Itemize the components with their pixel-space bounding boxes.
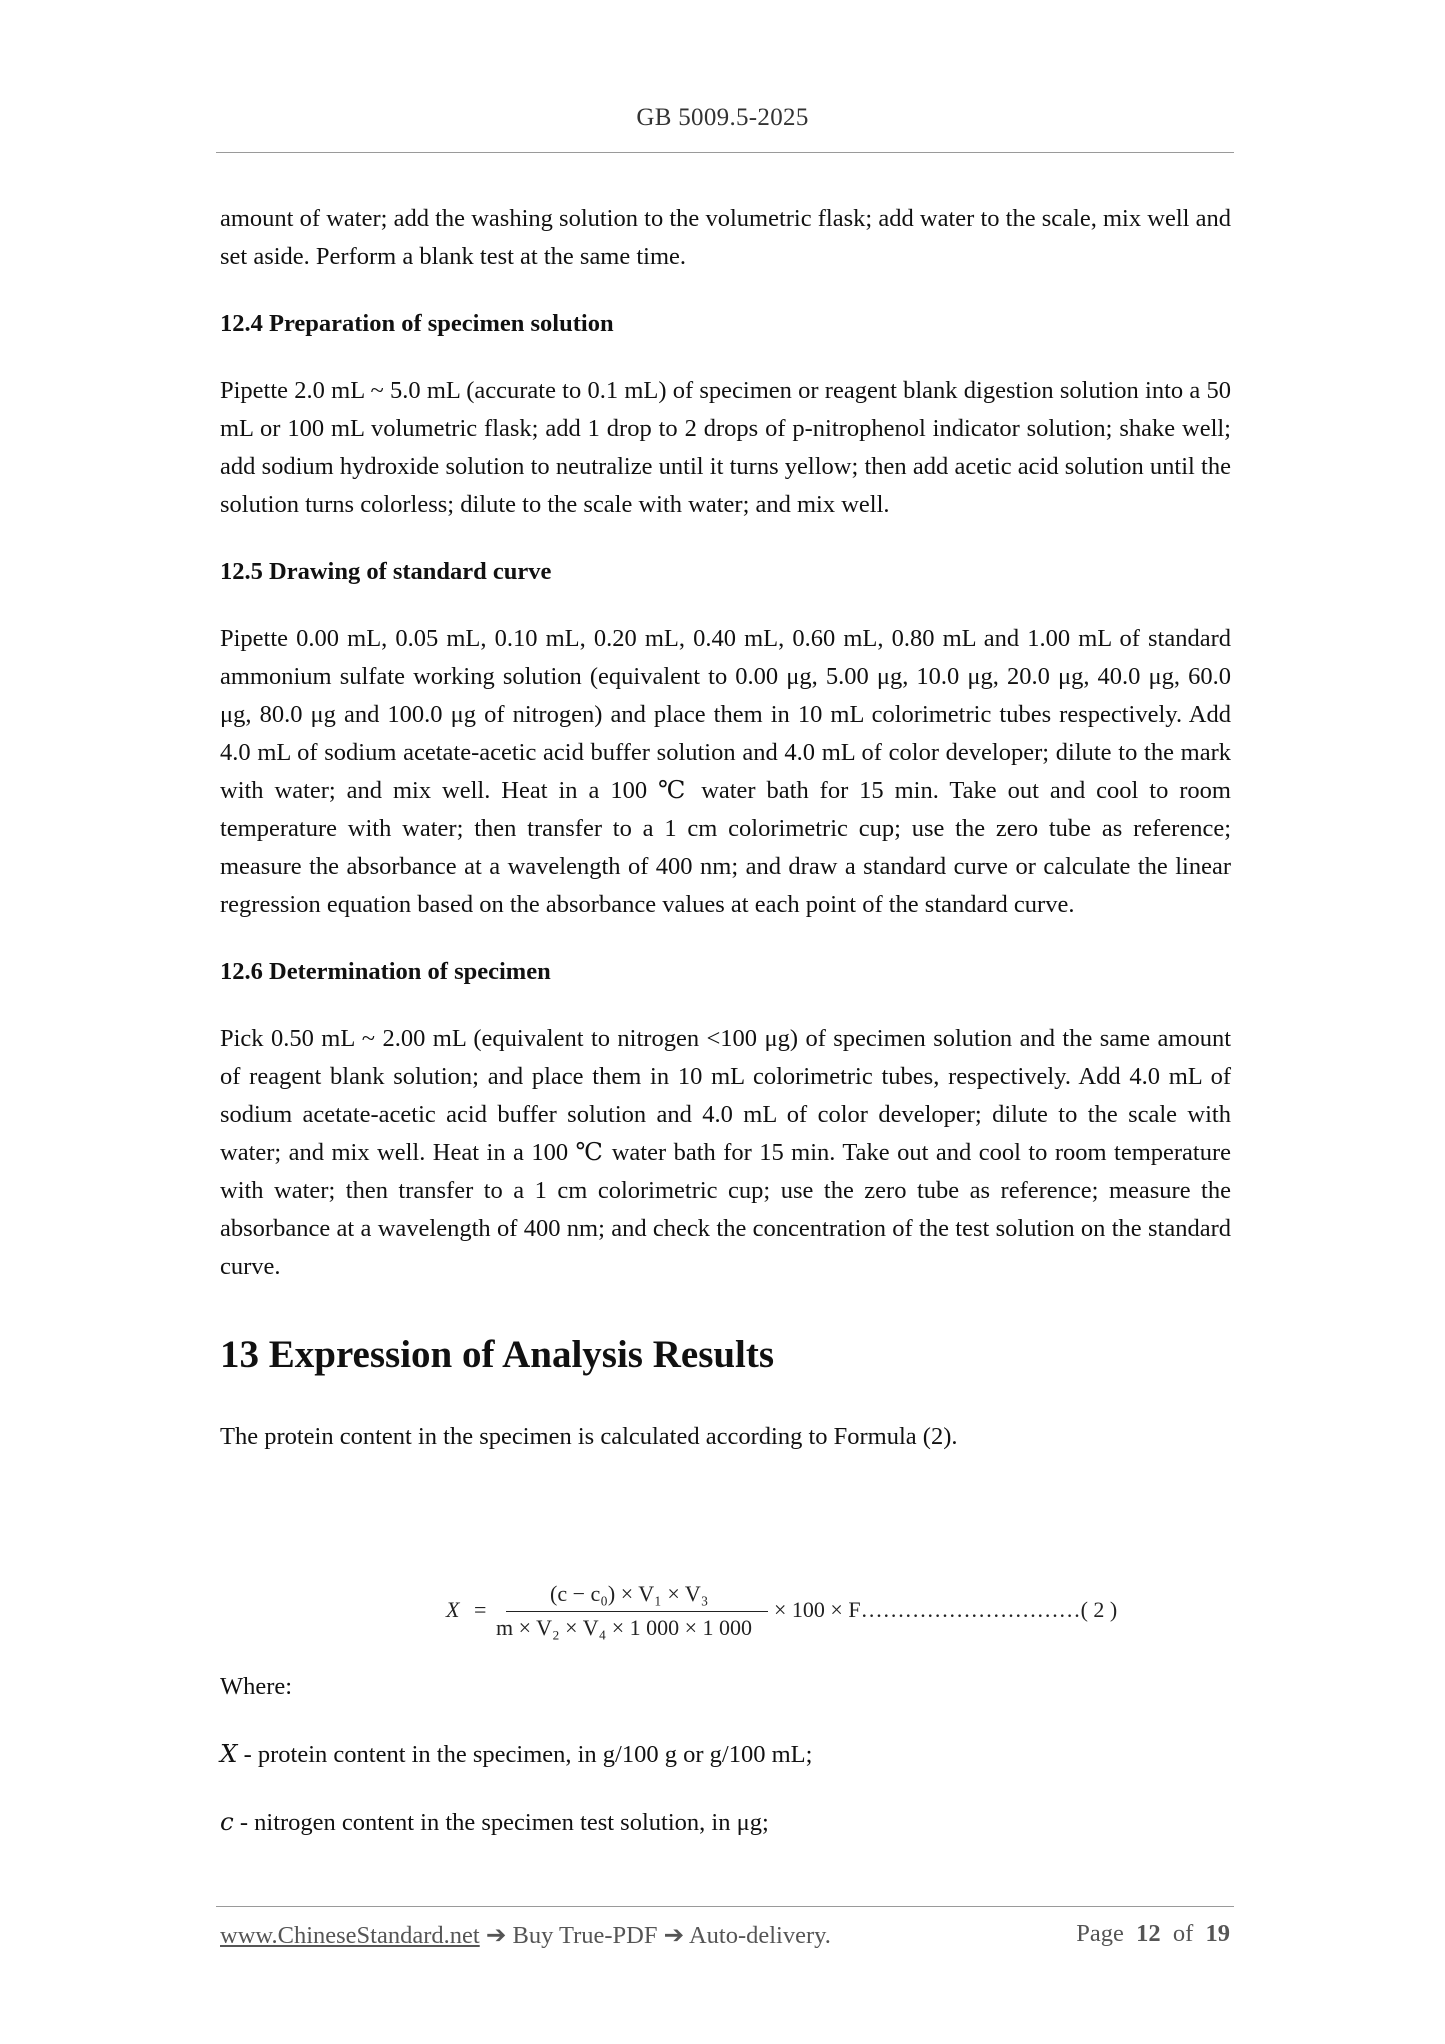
arrow-right-icon: ➔ bbox=[485, 1922, 507, 1949]
formula-equals: = bbox=[474, 1597, 487, 1622]
footer-divider bbox=[216, 1906, 1234, 1907]
buy-true-pdf-text: Buy True-PDF bbox=[512, 1922, 658, 1949]
where-label: Where: bbox=[220, 1673, 293, 1700]
variable-description: - nitrogen content in the specimen test solution, in μg; bbox=[233, 1809, 769, 1836]
variable-description: - protein content in the specimen, in g/100 g or g/100 mL; bbox=[237, 1741, 813, 1768]
section-heading-12-5: 12.5 Drawing of standard curve bbox=[220, 558, 552, 585]
formula-number: ( 2 ) bbox=[1080, 1597, 1118, 1622]
chapter-heading: 13 Expression of Analysis Results bbox=[220, 1333, 775, 1376]
arrow-right-icon: ➔ bbox=[663, 1922, 685, 1949]
formula-lhs: X bbox=[446, 1597, 460, 1622]
page-content bbox=[220, 200, 1231, 1456]
variable-symbol: c bbox=[220, 1807, 234, 1836]
where-block bbox=[220, 1668, 1231, 1842]
of-label: of bbox=[1172, 1920, 1194, 1947]
current-page-number: 12 bbox=[1136, 1920, 1161, 1947]
variable-definition-x bbox=[220, 1735, 1231, 1774]
footer-promo bbox=[220, 1920, 831, 1950]
formula-numerator: (c − c₀) × V₁ × V₃ bbox=[550, 1581, 709, 1606]
formula-fraction-bar bbox=[506, 1611, 768, 1612]
formula-denominator: m × V₂ × V₄ × 1 000 × 1 000 bbox=[496, 1615, 753, 1640]
page-indicator bbox=[1076, 1920, 1230, 1948]
formula-multiplier: × 100 × F bbox=[774, 1597, 861, 1622]
section-heading-12-4: 12.4 Preparation of specimen solution bbox=[220, 310, 614, 337]
section-heading-12-6: 12.6 Determination of specimen bbox=[220, 958, 551, 985]
document-header-title: GB 5009.5-2025 bbox=[636, 104, 809, 131]
header-divider bbox=[216, 152, 1234, 153]
website-link[interactable]: www.ChineseStandard.net bbox=[220, 1922, 480, 1949]
chapter-intro: The protein content in the specimen is calculated according to Formula (2). bbox=[220, 1423, 958, 1450]
formula-2 bbox=[440, 1581, 1240, 1645]
intro-paragraph: amount of water; add the washing solution to the volumetric flask; add water to the scale, mix well and set aside. Perform a blank test at the same time. bbox=[220, 205, 1231, 270]
variable-definition-c bbox=[220, 1803, 1231, 1842]
total-pages-number: 19 bbox=[1205, 1920, 1230, 1947]
page-label: Page bbox=[1076, 1920, 1124, 1947]
section-text-12-4: Pipette 2.0 mL ~ 5.0 mL (accurate to 0.1 mL) of specimen or reagent blank digestion solution into a 50 mL or 100 mL volumetric flask; add 1 drop to 2 drops of p-nitrophenol indicator solution; shake well; add sodium hydroxide solution to neutralize until it turns yellow; then add acetic acid solution until the solution turns colorless; dilute to the scale with water; and mix well. bbox=[220, 377, 1231, 518]
section-text-12-5: Pipette 0.00 mL, 0.05 mL, 0.10 mL, 0.20 mL, 0.40 mL, 0.60 mL, 0.80 mL and 1.00 mL of standard ammonium sulfate working solution (equivalent to 0.00 μg, 5.00 μg, 10.0 μg, 20.0 μg, 40.0 μg, 60.0 μg, 80.0 μg and 100.0 μg of nitrogen) and place them in 10 mL colorimetric tubes respectively. Add 4.0 mL of sodium acetate-acetic acid buffer solution and 4.0 mL of color developer; dilute to the mark with water; and mix well. Heat in a 100 ℃ water bath for 15 min. Take out and cool to room temperature with water; then transfer to a 1 cm colorimetric cup; use the zero tube as reference; measure the absorbance at a wavelength of 400 nm; and draw a standard curve or calculate the linear regression equation based on the absorbance values at each point of the standard curve. bbox=[220, 625, 1231, 918]
variable-symbol: X bbox=[220, 1739, 238, 1768]
formula-tail bbox=[774, 1597, 1117, 1623]
formula-leader-dots: ………………………… bbox=[860, 1597, 1081, 1622]
auto-delivery-text: Auto-delivery. bbox=[688, 1922, 831, 1949]
section-text-12-6: Pick 0.50 mL ~ 2.00 mL (equivalent to nitrogen <100 μg) of specimen solution and the same amount of reagent blank solution; and place them in 10 mL colorimetric tubes, respectively. Add 4.0 mL of sodium acetate-acetic acid buffer solution and 4.0 mL of color developer; dilute to the scale with water; and mix well. Heat in a 100 ℃ water bath for 15 min. Take out and cool to room temperature with water; then transfer to a 1 cm colorimetric cup; use the zero tube as reference; measure the absorbance at a wavelength of 400 nm; and check the concentration of the test solution on the standard curve. bbox=[220, 1025, 1231, 1280]
page-footer bbox=[220, 1920, 1230, 1960]
